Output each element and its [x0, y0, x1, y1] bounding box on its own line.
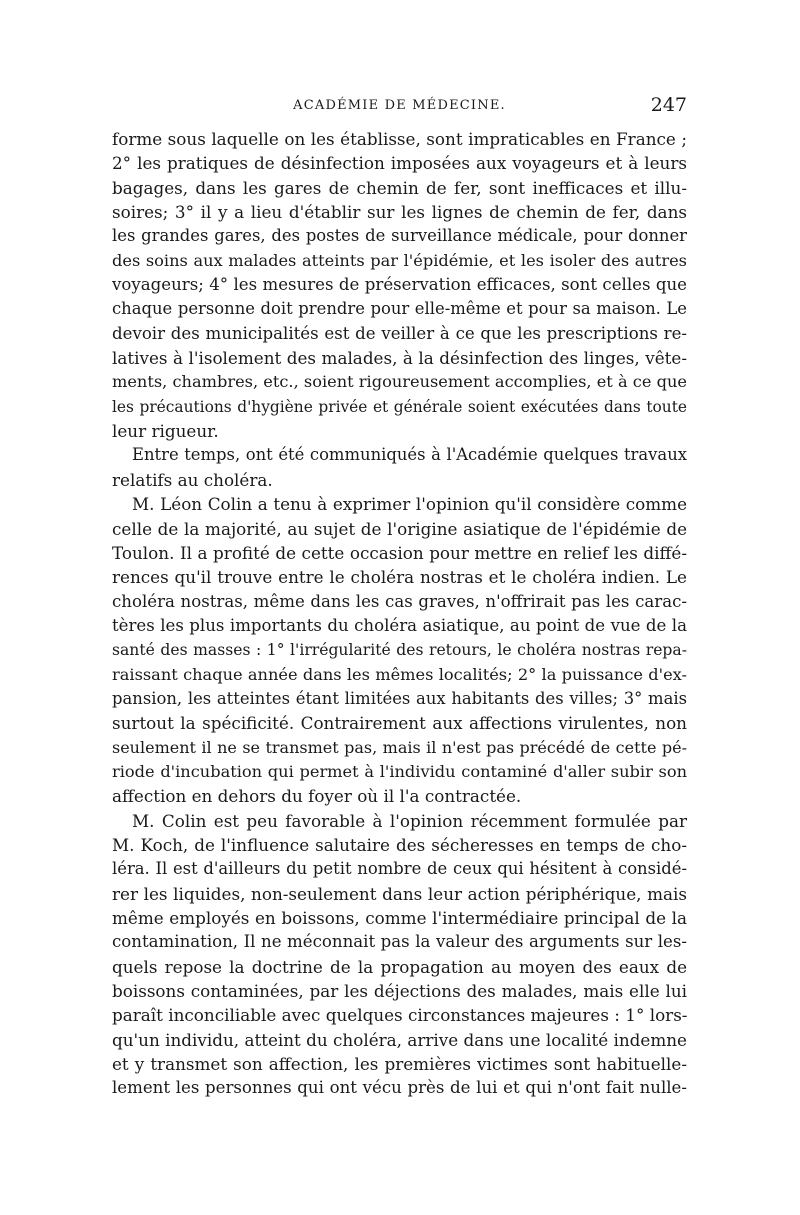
text-line: Toulon. Il a profité de cette occasion pour mettre en relief les diffé- — [112, 542, 687, 563]
text-line: latives à l'isolement des malades, à la désinfection des linges, vête- — [112, 348, 687, 369]
text-line: les précautions d'hygiène privée et générale soient exécutées dans toute — [112, 397, 687, 416]
text-line: celle de la majorité, au sujet de l'origine asiatique de l'épidémie de — [112, 518, 687, 539]
body-text — [112, 127, 687, 1101]
text-line: chaque personne doit prendre pour elle-même et pour sa maison. Le — [112, 299, 687, 319]
text-line: quels repose la doctrine de la propagation au moyen des eaux de — [112, 956, 687, 977]
text-line: M. Léon Colin a tenu à exprimer l'opinion qu'il considère comme — [132, 494, 687, 515]
text-line: pansion, les atteintes étant limitées aux habitants des villes; 3° mais — [112, 688, 687, 708]
text-line: relatifs au choléra. — [112, 469, 273, 490]
text-line: santé des masses : 1° l'irrégularité des retours, le choléra nostras repa- — [112, 641, 687, 660]
text-line: rer les liquides, non-seulement dans leur action périphérique, mais — [112, 883, 687, 904]
text-line: tères les plus importants du choléra asiatique, au point de vue de la — [112, 615, 687, 635]
text-line: léra. Il est d'ailleurs du petit nombre de ceux qui hésitent à considé- — [112, 859, 687, 879]
text-line: paraît inconciliable avec quelques circonstances majeures : 1° lors- — [112, 1005, 688, 1026]
text-line: et y transmet son affection, les premières victimes sont habituelle- — [112, 1054, 687, 1075]
text-line: M. Colin est peu favorable à l'opinion récemment formulée par — [132, 810, 687, 831]
text-line: devoir des municipalités est de veiller à ce que les prescriptions re- — [112, 323, 687, 343]
text-line: soires; 3° il y a lieu d'établir sur les lignes de chemin de fer, dans — [112, 202, 687, 223]
text-line: leur rigueur. — [112, 421, 219, 442]
text-line: affection en dehors du foyer où il l'a contractée. — [112, 786, 522, 807]
text-line: voyageurs; 4° les mesures de préservation efficaces, sont celles que — [112, 275, 687, 295]
text-line: Entre temps, ont été communiqués à l'Académie quelques travaux — [132, 445, 687, 465]
text-line: qu'un individu, atteint du choléra, arrive dans une localité indemne — [112, 1029, 687, 1050]
text-line: forme sous laquelle on les établisse, sont impraticables en France ; — [112, 129, 687, 149]
text-line: lement les personnes qui ont vécu près de lui et qui n'ont fait nulle- — [112, 1078, 687, 1098]
text-line: boissons contaminées, par les déjections des malades, mais elle lui — [112, 981, 687, 1002]
page-number: 247 — [650, 94, 687, 116]
text-line: les grandes gares, des postes de surveillance médicale, pour donner — [112, 226, 687, 246]
text-line: même employés en boissons, comme l'intermédiaire principal de la — [112, 908, 687, 928]
text-line: ments, chambres, etc., soient rigoureusement accomplies, et à ce que — [112, 372, 687, 392]
text-line: surtout la spécificité. Contrairement aux affections virulentes, non — [112, 713, 687, 734]
text-line: M. Koch, de l'influence salutaire des sécheresses en temps de cho- — [112, 834, 687, 855]
text-line: seulement il ne se transmet pas, mais il n'est pas précédé de cette pé- — [112, 737, 687, 757]
text-line: contamination, Il ne méconnait pas la valeur des arguments sur les- — [112, 932, 687, 952]
text-line: rences qu'il trouve entre le choléra nostras et le choléra indien. Le — [112, 567, 687, 588]
text-line: riode d'incubation qui permet à l'individu contaminé d'aller subir son — [112, 761, 687, 781]
text-line: 2° les pratiques de désinfection imposées aux voyageurs et à leurs — [112, 153, 687, 174]
text-line: des soins aux malades atteints par l'épidémie, et les isoler des autres — [112, 250, 687, 270]
text-line: choléra nostras, même dans les cas graves, n'offrirait pas les carac- — [112, 591, 687, 611]
running-head — [112, 96, 687, 120]
running-title: ACADÉMIE DE MÉDECINE. — [293, 98, 506, 113]
text-line: raissant chaque année dans les mêmes localités; 2° la puissance d'ex- — [112, 664, 687, 684]
text-line: bagages, dans les gares de chemin de fer, sont inefficaces et illu- — [112, 177, 687, 198]
